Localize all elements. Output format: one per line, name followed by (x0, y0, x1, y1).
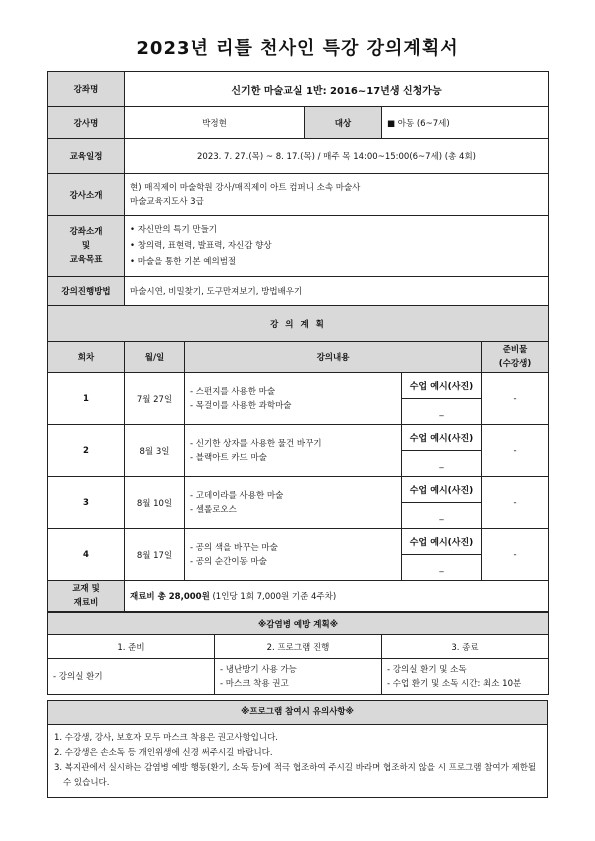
course-name-label: 강좌명 (48, 72, 125, 107)
covid-prep-header: 1. 준비 (48, 635, 215, 659)
target-value (382, 107, 549, 139)
plan-section-row (48, 306, 549, 342)
schedule-row (48, 139, 549, 174)
intro-row (48, 174, 549, 216)
fee-row (48, 581, 549, 612)
example-photo-label: 수업 예시(사진) (402, 425, 482, 451)
prep-value: - (482, 425, 549, 477)
covid-item: - 냉난방기 사용 가능 (220, 664, 297, 675)
example-photo-label: 수업 예시(사진) (402, 529, 482, 555)
date-header: 월/일 (125, 342, 185, 373)
target-label: 대상 (305, 107, 382, 139)
fee-label-line: 교재 및 (72, 584, 100, 594)
content-item: - 공의 순간이동 마술 (190, 556, 267, 567)
method-label: 강의진행방법 (48, 277, 125, 306)
covid-item: - 수업 환기 및 소독 시간: 최소 10분 (387, 678, 522, 689)
goal-item: • 마술을 통한 기본 예의범절 (130, 257, 237, 267)
instructor-row (48, 107, 549, 139)
document-title: 2023년 리틀 천사인 특강 강의계획서 (136, 38, 459, 59)
notice-item: 2. 수강생은 손소독 등 개인위생에 신경 써주시길 바랍니다. (54, 748, 273, 758)
content-item: - 목걸이를 사용한 과학마술 (190, 400, 292, 411)
session-date: 8월 3일 (125, 425, 185, 477)
notice-table (47, 700, 548, 798)
fee-total: 재료비 총 28,000원 (130, 592, 210, 602)
session-number: 4 (48, 529, 125, 581)
intro-label: 강사소개 (48, 174, 125, 216)
goal-item: • 자신만의 특기 만들기 (130, 225, 218, 235)
content-item: - 신기한 상자를 사용한 물건 바꾸기 (190, 438, 322, 449)
session-content (185, 529, 402, 581)
intro-line: 현) 매직제이 마술학원 강사/매직제이 아트 컴퍼니 소속 마술사 (130, 182, 361, 193)
goal-label-line: 교육목표 (69, 255, 103, 265)
checkbox-filled-icon: ■ (387, 118, 396, 129)
method-value: 마술시연, 비밀찾기, 도구만져보기, 방법배우기 (125, 277, 549, 306)
prep-header (482, 342, 549, 373)
notice-content (48, 725, 548, 798)
plan-header-row (48, 342, 549, 373)
notice-item: 1. 수강생, 강사, 보호자 모두 마스크 착용은 권고사항입니다. (54, 733, 278, 743)
covid-end-content (382, 659, 549, 695)
session-content (185, 425, 402, 477)
example-photo-label: 수업 예시(사진) (402, 373, 482, 399)
covid-content-row (48, 659, 549, 695)
intro-value (125, 174, 549, 216)
content-item: - 블랙아트 카드 마술 (190, 452, 267, 463)
session-content (185, 477, 402, 529)
lecture-plan-table (47, 305, 549, 612)
covid-end-header: 3. 종료 (382, 635, 549, 659)
covid-item: - 강의실 환기 (53, 671, 103, 682)
target-text: 아동 (6~7세) (397, 118, 450, 129)
covid-progress-content (215, 659, 382, 695)
method-row (48, 277, 549, 306)
intro-line: 마술교육지도사 3급 (130, 196, 204, 207)
course-name-row (48, 72, 549, 107)
goal-label-line: 및 (81, 241, 91, 251)
course-name: 신기한 마술교실 1반: 2016~17년생 신청가능 (125, 72, 549, 107)
example-photo-value: _ (402, 399, 482, 425)
fee-label-line: 재료비 (73, 598, 99, 608)
session-date: 8월 10일 (125, 477, 185, 529)
instructor-label: 강사명 (48, 107, 125, 139)
content-item: - 공의 색을 바꾸는 마술 (190, 542, 278, 553)
prep-header-line: 준비물 (502, 345, 528, 355)
goal-row (48, 216, 549, 277)
instructor-name: 박정현 (125, 107, 305, 139)
prep-value: - (482, 373, 549, 425)
covid-progress-header: 2. 프로그램 진행 (215, 635, 382, 659)
goal-item: • 창의력, 표현력, 발표력, 자신감 향상 (130, 241, 272, 251)
session-number: 2 (48, 425, 125, 477)
table-row (48, 373, 549, 399)
session-date: 8월 17일 (125, 529, 185, 581)
covid-item: - 마스크 착용 권고 (220, 678, 289, 689)
covid-header-row (48, 635, 549, 659)
schedule-value: 2023. 7. 27.(목) ~ 8. 17.(목) / 매주 목 14:00~15:00(6~7세) (총 4회) (125, 139, 549, 174)
notice-title: ※프로그램 참여시 유의사항※ (48, 701, 548, 725)
goal-value (125, 216, 549, 277)
covid-prep-content (48, 659, 215, 695)
table-row (48, 425, 549, 451)
example-photo-value: _ (402, 555, 482, 581)
notice-content-row (48, 725, 548, 798)
covid-title: ※감염병 예방 계획※ (48, 613, 549, 635)
example-photo-value: _ (402, 503, 482, 529)
covid-title-row (48, 613, 549, 635)
goal-label (48, 216, 125, 277)
example-photo-value: _ (402, 451, 482, 477)
session-date: 7월 27일 (125, 373, 185, 425)
session-header: 회차 (48, 342, 125, 373)
fee-detail: (1인당 1회 7,000원 기준 4주차) (209, 592, 337, 602)
table-row (48, 529, 549, 555)
prep-value: - (482, 477, 549, 529)
notice-item: 3. 복지관에서 실시하는 감염병 예방 행동(환기, 소독 등)에 적극 협조하여 주시길 바라며 협조하지 않을 시 프로그램 참여가 제한될 수 있습니다. (54, 763, 537, 788)
prep-header-line: (수강생) (498, 359, 532, 369)
plan-section-title: 강 의 계 획 (48, 306, 549, 342)
goal-label-line: 강좌소개 (69, 227, 103, 237)
content-header: 강의내용 (185, 342, 482, 373)
content-item: - 스펀지를 사용한 마술 (190, 386, 276, 397)
table-row (48, 477, 549, 503)
schedule-label: 교육일정 (48, 139, 125, 174)
fee-label (48, 581, 125, 612)
covid-plan-table (47, 612, 549, 695)
session-content (185, 373, 402, 425)
content-item: - 셀롤로오스 (190, 504, 237, 515)
content-item: - 고데이라를 사용한 마술 (190, 490, 284, 501)
session-number: 1 (48, 373, 125, 425)
fee-value (125, 581, 549, 612)
notice-title-row (48, 701, 548, 725)
prep-value: - (482, 529, 549, 581)
covid-item: - 강의실 환기 및 소독 (387, 664, 467, 675)
session-number: 3 (48, 477, 125, 529)
course-info-table (47, 71, 549, 306)
example-photo-label: 수업 예시(사진) (402, 477, 482, 503)
